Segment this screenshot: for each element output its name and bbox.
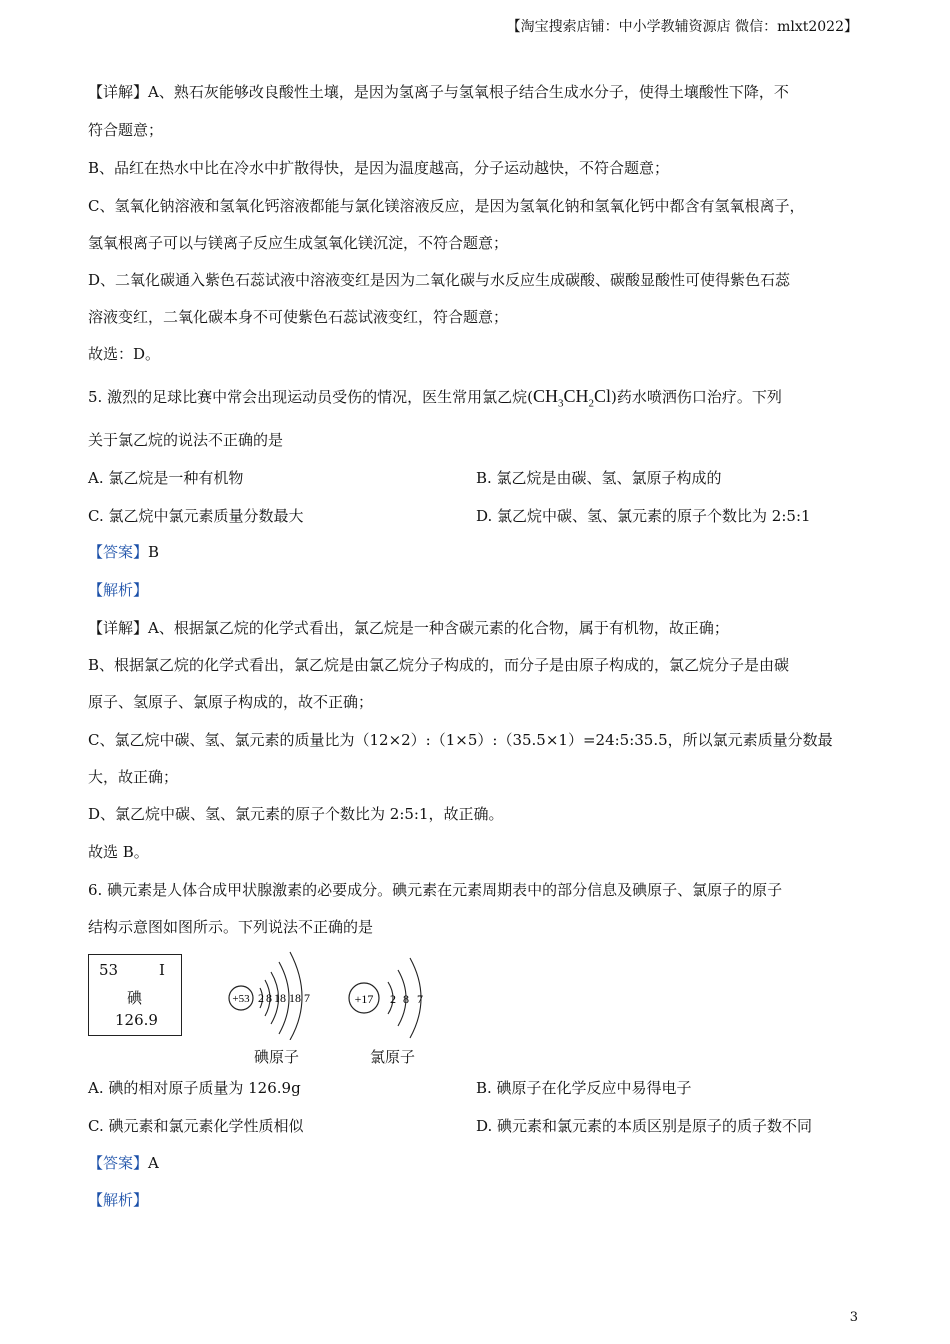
formula-subscript: 3 (557, 397, 564, 410)
answer-label: 【答案】 (88, 1154, 149, 1172)
q5-option-c: C. 氯乙烷中氯元素质量分数最大 (88, 507, 304, 525)
formula-part: Cl (593, 386, 611, 406)
q6-option-c: C. 碘元素和氯元素化学性质相似 (88, 1117, 304, 1135)
q5-stem-line1 (88, 384, 782, 416)
q5-detail-a-line (88, 618, 729, 638)
q6-stem-line2: 结构示意图如图所示。下列说法不正确的是 (88, 918, 374, 936)
iodine-atom-caption: 碘原子 (254, 1048, 300, 1066)
q6-option-b: B. 碘原子在化学反应中易得电子 (476, 1079, 692, 1097)
chlorine-nucleus-label: +17 (354, 992, 374, 1006)
answer-label: 【答案】 (88, 543, 149, 561)
iodine-atom-diagram (222, 948, 332, 1040)
iodine-nucleus-label: +53 (232, 993, 250, 1005)
detail-label: 【详解】 (88, 83, 149, 101)
q5-detail-c-line1: C、氯乙烷中碳、氢、氯元素的质量比为（12×2）:（1×5）:（35.5×1）=24:5:35.5，所以氯元素质量分数最 (88, 731, 833, 749)
iodine-element-cell (88, 954, 182, 1036)
q4-detail-c-line2: 氢氧根离子可以与镁离子反应生成氢氧化镁沉淀，不符合题意； (88, 234, 509, 252)
q6-option-d: D. 碘元素和氯元素的本质区别是原子的质子数不同 (476, 1117, 813, 1135)
q6-analysis-label: 【解析】 (88, 1191, 149, 1209)
page-header: 【淘宝搜索店铺：中小学教辅资源店 微信：mlxt2022】 (506, 19, 858, 35)
q4-detail-b-line: B、品红在热水中比在冷水中扩散得快，是因为温度越高，分子运动越快，不符合题意； (88, 159, 670, 177)
q5-stem-line2: 关于氯乙烷的说法不正确的是 (88, 431, 284, 449)
q4-detail-d-line2: 溶液变红，二氧化碳本身不可使紫色石蕊试液变红，符合题意； (88, 308, 509, 326)
detail-label: 【详解】 (88, 619, 149, 637)
q4-a-text: A、熟石灰能够改良酸性土壤，是因为氢离子与氢氧根子结合生成水分子，使得土壤酸性下降，不 (148, 83, 789, 101)
page-number: 3 (849, 1310, 858, 1325)
q5-option-a: A. 氯乙烷是一种有机物 (88, 469, 244, 487)
q4-detail-a-line2: 符合题意； (88, 121, 164, 139)
element-symbol: I (159, 961, 165, 979)
q6-answer (88, 1153, 159, 1173)
chlorine-atom-diagram (344, 952, 440, 1044)
chlorine-atom-caption: 氯原子 (370, 1048, 416, 1066)
q5-detail-b-line1: B、根据氯乙烷的化学式看出，氯乙烷是由氯乙烷分子构成的，而分子是由原子构成的，氯乙烷分子是由碳 (88, 656, 790, 674)
formula-part: CH (532, 386, 558, 406)
q4-detail-a-line1 (88, 82, 789, 102)
q5-option-b: B. 氯乙烷是由碳、氢、氯原子构成的 (476, 469, 722, 487)
q5-option-d: D. 氯乙烷中碳、氢、氯元素的原子个数比为 2:5:1 (476, 507, 811, 525)
answer-value: B (148, 543, 160, 561)
formula-part: CH (563, 386, 589, 406)
q5-analysis-label: 【解析】 (88, 581, 149, 599)
q6-option-a: A. 碘的相对原子质量为 126.9g (88, 1079, 301, 1097)
q5-detail-a-text: A、根据氯乙烷的化学式看出，氯乙烷是一种含碳元素的化合物，属于有机物，故正确； (148, 619, 729, 637)
chlorine-shell-count: 7 (417, 992, 423, 1006)
iodine-shell-count: 7 (304, 991, 310, 1005)
iodine-shell-count: 2 (258, 991, 264, 1005)
iodine-shell-count: 18 (274, 991, 286, 1005)
q4-detail-d-line1: D、二氧化碳通入紫色石蕊试液中溶液变红是因为二氧化碳与水反应生成碳酸、碳酸显酸性可使得紫色石蕊 (88, 271, 791, 289)
q6-stem-line1: 6. 碘元素是人体合成甲状腺激素的必要成分。碘元素在元素周期表中的部分信息及碘原子、氯原子的原子 (88, 881, 783, 899)
atomic-number: 53 (99, 961, 119, 979)
q5-stem-text-a: 5. 激烈的足球比赛中常会出现运动员受伤的情况，医生常用氯乙烷( (88, 388, 533, 406)
q5-stem-text-b: )药水喷洒伤口治疗。下列 (610, 388, 782, 406)
q5-answer (88, 542, 159, 562)
chloroethane-formula (532, 386, 611, 410)
chlorine-shell-count: 2 (390, 992, 396, 1006)
q4-conclusion: 故选：D。 (88, 345, 161, 363)
iodine-shell-count: 18 (289, 991, 301, 1005)
q5-detail-b-line2: 原子、氢原子、氯原子构成的，故不正确； (88, 693, 374, 711)
q4-detail-c-line1: C、氢氧化钠溶液和氢氧化钙溶液都能与氯化镁溶液反应，是因为氢氧化钠和氢氧化钙中都含有氢氧根离子， (88, 197, 805, 215)
chlorine-shell-count: 8 (403, 992, 409, 1006)
q5-detail-d-line: D、氯乙烷中碳、氢、氯元素的原子个数比为 2:5:1，故正确。 (88, 805, 504, 823)
atomic-mass: 126.9 (115, 1011, 158, 1029)
q5-conclusion: 故选 B。 (88, 843, 149, 861)
iodine-shell-count: 8 (266, 991, 272, 1005)
element-name: 碘 (127, 989, 143, 1007)
answer-value: A (148, 1154, 159, 1172)
q5-detail-c-line2: 大，故正确； (88, 768, 179, 786)
formula-subscript: 2 (588, 397, 594, 410)
